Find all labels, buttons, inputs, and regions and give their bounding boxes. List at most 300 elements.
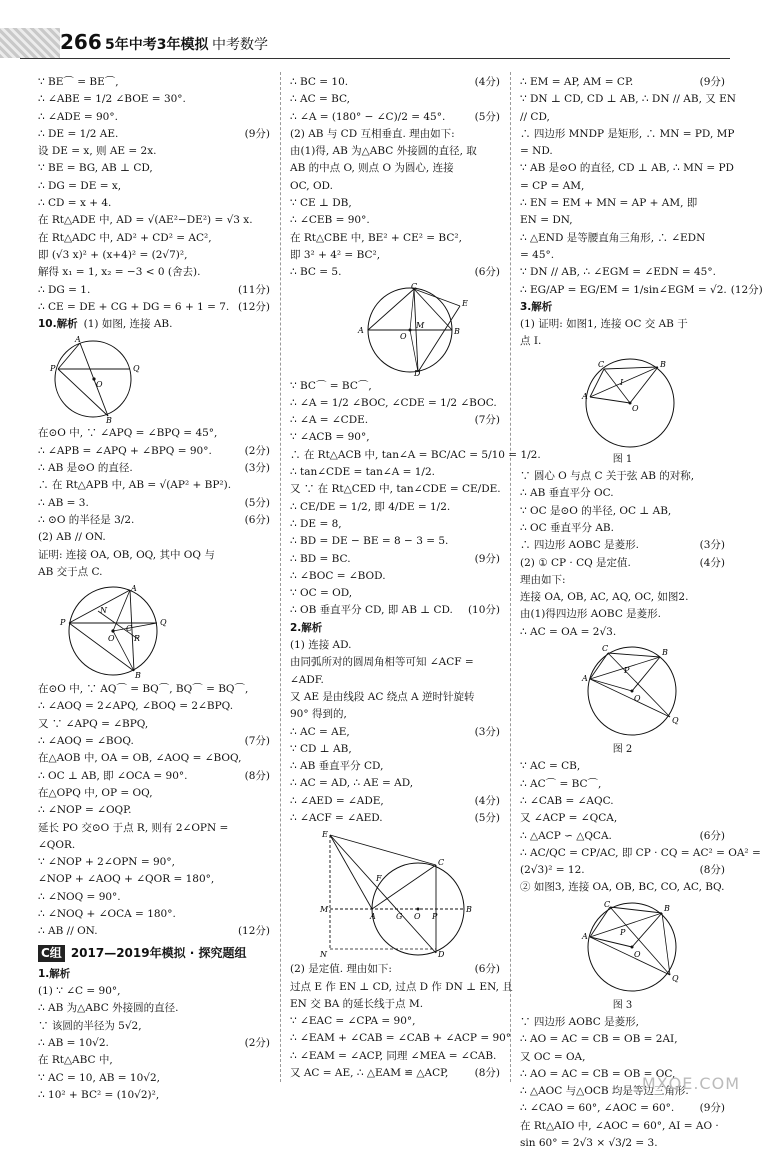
line-text: ∴ ∠EAM = ∠ACP, 同理 ∠MEA = ∠CAB. [290,1049,497,1062]
line-text: ∴ tan∠CDE = tan∠A = 1/2. [290,466,435,479]
line-text: ∠ADF. [290,673,324,686]
line-text: ∴ 10² + BC² = (10√2)², [38,1088,160,1101]
line-text: ∴ AB // ON. [38,925,98,938]
line-text: ∵ CE ⊥ DB, [290,197,352,210]
solution-line [38,923,270,940]
svg-text:B: B [664,903,670,913]
line-text: ∵ 四边形 AOBC 是菱形, [520,1015,639,1028]
score-mark: (9分) [244,127,270,140]
svg-text:C: C [598,359,605,369]
solution-line [38,1070,270,1087]
line-text: OC, OD. [290,179,333,192]
line-text: // CD, [520,110,550,123]
line-text: ∴ ∠A = ∠CDE. [290,414,369,427]
question-1-heading [38,966,270,983]
svg-text:B: B [662,648,668,658]
solution-line [38,247,270,264]
line-text: ∠NOP + ∠AOQ + ∠QOR = 180°, [38,873,215,886]
solution-line [290,464,500,481]
solution-line [38,716,270,733]
solution-block [38,425,270,581]
solution-line [520,212,725,229]
svg-text:O: O [414,912,421,922]
score-mark: (11分) [237,283,270,296]
solution-line [38,195,270,212]
score-mark: (7分) [244,735,270,748]
line-text: ∵ AB 是⊙O 的直径, CD ⊥ AB, ∴ MN = PD [520,162,734,175]
section-heading [38,945,270,962]
line-text: ∴ AB 为△ABC 外接圆的直径. [38,1002,179,1015]
line-text: ∵ AC = 10, AB = 10√2, [38,1071,160,1084]
line-text: ∴ ∠CAB = ∠AQC. [520,794,614,807]
line-text: ∵ 该圆的半径为 5√2, [38,1019,142,1032]
line-text: ∴ 在 Rt△ACB 中, tan∠A = BC/AC = 5/10 = 1/2. [290,448,541,461]
score-mark: (9分) [699,76,725,88]
solution-line [290,178,500,195]
svg-text:O: O [634,949,641,959]
svg-text:E: E [462,298,468,308]
question-label: 1.解析 [38,967,71,980]
question-label: 3.解析 [520,300,553,313]
line-text: ∴ EN = EM + MN = AP + AM, 即 [520,197,698,210]
svg-text:P: P [620,927,626,937]
svg-text:A: A [358,325,364,335]
solution-line [38,837,270,854]
line-text: ∵ OC = OD, [290,587,353,600]
solution-line [290,654,500,671]
line-text: 理由如下: [520,573,566,586]
solution-line [38,91,270,108]
score-mark: (4分) [474,794,500,807]
svg-text:C: C [411,281,418,291]
solution-line [290,775,500,792]
solution-line [520,485,725,502]
line-text: ∴ △ACP ∽ △QCA. [520,829,612,842]
line-text: ∴ 在 Rt△APB 中, AB = √(AP² + BP²). [38,479,232,492]
solution-line [38,460,270,477]
solution-line [290,195,500,212]
solution-line [520,879,725,896]
question-3-heading [520,299,725,316]
line-text: ∴ AB 垂直平分 OC. [520,487,614,500]
solution-line [520,91,736,108]
line-text: 又 AC = AE, ∴ △EAM ≌ △ACP, [290,1067,449,1080]
svg-text:P: P [50,364,56,374]
svg-text:A: A [582,674,588,684]
line-text: EN = DN, [520,214,573,227]
line-text: (2) AB // ON. [38,531,106,544]
solution-line [290,160,500,177]
score-mark: (6分) [474,266,500,279]
line-text: = 45°. [520,248,555,261]
solution-line [38,126,270,143]
solution-line [520,828,725,845]
solution-line [290,143,500,160]
line-text: (2) AB 与 CD 互相垂直. 理由如下: [290,127,455,140]
solution-line [290,758,500,775]
solution-line [38,477,270,494]
watermark: MXQE.COM [641,1074,740,1093]
solution-line [290,533,500,550]
svg-text:A: A [75,335,81,345]
solution-line [290,109,500,126]
solution-line [520,1118,725,1135]
svg-text:C: C [604,899,611,909]
figure-1-rhombus [520,353,725,449]
solution-line [290,395,500,412]
solution-line [290,481,500,498]
line-text: ∴ △END 是等腰直角三角形, ∴ ∠EDN [520,231,706,244]
solution-line [38,529,270,546]
score-mark: (4分) [699,556,725,569]
line-text: ∴ ∠NOQ = 90°. [38,890,121,903]
solution-line [38,512,270,529]
solution-line [38,889,270,906]
line-text: ∴ OB 垂直平分 CD, 即 AB ⊥ CD. [290,604,453,617]
solution-line [290,793,500,810]
solution-line [38,1035,270,1052]
svg-text:O: O [400,331,407,341]
score-mark: (6分) [474,963,500,976]
svg-text:C: C [602,644,609,654]
line-text: ∴ ∠AED = ∠ADE, [290,794,384,807]
svg-text:P: P [624,666,630,676]
question-text: (1) 如图, 连接 AB. [83,318,173,331]
score-mark: (9分) [699,1102,725,1115]
solution-line [38,282,270,299]
solution-line [520,1100,725,1117]
solution-line [290,126,500,143]
header-decoration [0,28,60,58]
line-text: 即 (√3 x)² + (x+4)² = (2√7)², [38,248,188,261]
solution-line [290,1048,500,1065]
line-text: (1) ∵ ∠C = 90°, [38,985,121,998]
svg-text:G: G [396,912,403,922]
solution-line [520,555,725,572]
figure-circle-apb [38,335,268,426]
solution-block [520,468,725,641]
line-text: (2) ① CP · CQ 是定值. [520,556,631,569]
line-text: ∴ ∠ADE = 90°. [38,110,118,123]
solution-line [38,178,270,195]
line-text: (2) 是定值. 理由如下: [290,963,392,976]
line-text: ∴ AC = BC, [290,93,351,106]
figure-3-rhombus [520,899,725,995]
line-text: ∴ EG/AP = EG/EM = 1/sin∠EGM = √2. [520,283,727,296]
line-text: ∴ DE = 8, [290,517,342,530]
score-mark: (3分) [699,539,725,552]
line-text: ∵ ∠ACB = 90°, [290,431,370,444]
solution-line [520,247,725,264]
solution-line [38,109,270,126]
solution-line [520,862,725,879]
svg-text:M: M [320,905,329,915]
solution-line [520,333,725,350]
solution-line [38,143,270,160]
group-title: 2017—2019年模拟 · 探究题组 [70,945,247,960]
line-text: 在⊙O 中, ∵ ∠APQ = ∠BPQ = 45°, [38,427,218,440]
solution-line [290,672,500,689]
question-label: 10.解析 [38,318,78,331]
line-text: ∵ CD ⊥ AB, [290,742,352,755]
score-mark: (6分) [699,829,725,842]
svg-text:N: N [100,606,107,616]
solution-block [290,74,500,282]
line-text: 连接 OA, OB, AC, AQ, OC, 如图2. [520,591,689,604]
line-text: ∴ EM = AP, AM = CP. [520,76,634,88]
svg-text:M: M [416,320,425,330]
score-mark: (5分) [244,496,270,509]
book-title: 5年中考3年模拟 [105,37,209,53]
solution-line [290,212,500,229]
solution-line [290,429,500,446]
score-mark: (2分) [244,444,270,457]
solution-block [38,74,270,316]
solution-line [38,768,270,785]
line-text: ∴ ∠A = (180° − ∠C)/2 = 45°. [290,110,446,123]
line-text: ∵ 圆心 O 与点 C 关于弦 AB 的对称, [520,470,695,483]
line-text: ∴ CE/DE = 1/2, 即 4/DE = 1/2. [290,500,451,513]
solution-line [520,143,725,160]
line-text: ∴ AC = AD, ∴ AE = AD, [290,777,414,790]
line-text: ∴ AO = AC = CB = OB = 2AI, [520,1033,678,1046]
solution-line [520,195,725,212]
svg-text:B: B [106,416,112,426]
line-text: ∵ DN ⊥ CD, CD ⊥ AB, ∴ DN // AB, 又 EN [520,93,736,106]
line-text: ∴ BC = 5. [290,266,342,279]
solution-line [38,299,270,316]
score-mark: (3分) [474,725,500,738]
solution-line [290,74,500,91]
solution-block [38,681,270,940]
solution-line [38,1052,270,1069]
line-text: ∴ AC = AE, [290,725,350,738]
svg-text:P: P [432,912,438,922]
line-text: 又 AE 是由线段 AC 绕点 A 逆时针旋转 [290,690,475,703]
line-text: ∴ ⊙O 的半径是 3/2. [38,513,135,526]
svg-text:N: N [320,950,327,960]
line-text: 延长 PO 交⊙O 于点 R, 则有 2∠OPN = [38,821,229,834]
solution-block [520,316,725,351]
solution-line [290,568,500,585]
solution-line [520,758,725,775]
solution-line [520,282,763,299]
figure-2-rhombus [520,643,725,739]
svg-text:O: O [634,694,641,704]
line-text: 证明: 连接 OA, OB, OQ, 其中 OQ 与 [38,548,215,561]
line-text: ∴ ∠CAO = 60°, ∠AOC = 60°. [520,1102,675,1115]
line-text: 设 DE = x, 则 AE = 2x. [38,145,157,158]
solution-line [520,126,735,143]
line-text: 由(1)得四边形 AOBC 是菱形. [520,608,662,621]
line-text: 由同弧所对的圆周角相等可知 ∠ACF = [290,656,474,669]
solution-line [38,1087,270,1104]
solution-line [520,793,725,810]
solution-line [290,741,500,758]
line-text: ∴ DG = 1. [38,283,91,296]
line-text: ∠QOR. [38,838,76,851]
figure-caption: 图 3 [612,999,633,1011]
line-text: ∴ DG = DE = x, [38,179,122,192]
solution-line [38,1018,270,1035]
line-text: = ND. [520,145,553,158]
line-text: ∴ 四边形 MNDP 是矩形, ∴ MN = PD, MP [520,127,735,140]
svg-text:B: B [454,326,460,336]
line-text: 由(1)得, AB 为△ABC 外接圆的直径, 取 [290,145,477,158]
solution-line [290,724,500,741]
line-text: ∴ ∠ACF = ∠AED. [290,811,383,824]
solution-line [290,979,513,996]
solution-line [290,706,500,723]
score-mark: (4分) [474,76,500,88]
solution-line [38,74,270,91]
group-label: C组 [38,945,65,962]
solution-line [520,520,725,537]
solution-line [38,264,270,281]
solution-line [520,606,725,623]
svg-text:A: A [582,391,588,401]
solution-line [520,572,725,589]
page-number: 266 [60,30,102,54]
solution-line [290,516,500,533]
score-mark: (12分) [237,925,270,938]
solution-block [290,637,500,827]
solution-line [38,212,270,229]
solution-line [38,681,270,698]
solution-line [290,637,500,654]
svg-text:O: O [108,634,115,644]
solution-line [38,983,270,1000]
line-text: 在△OPQ 中, OP = OQ, [38,786,153,799]
solution-line [290,412,500,429]
line-text: ∴ AB 是⊙O 的直径. [38,462,133,475]
line-text: ∴ DE = 1/2 AE. [38,127,119,140]
svg-text:P: P [60,618,66,628]
solution-line [38,854,270,871]
line-text: ∴ AO = AC = CB = OB = OC, [520,1067,676,1080]
figure-circle-cde [290,281,500,378]
solution-line [38,733,270,750]
page-header [0,0,750,58]
line-text: ∵ OC 是⊙O 的半径, OC ⊥ AB, [520,504,672,517]
column-1 [38,74,270,1104]
svg-text:O: O [632,403,639,413]
svg-text:D: D [438,950,445,960]
line-text: 又 OC = OA, [520,1050,586,1063]
line-text: 在 Rt△CBE 中, BE² + CE² = BC², [290,231,462,244]
solution-line [520,160,734,177]
column-3 [520,74,763,1152]
line-text: ∵ BC⌒ = BC⌒, [290,379,372,392]
solution-line [520,537,725,554]
svg-text:Q: Q [672,973,679,983]
solution-line [38,906,270,923]
line-text: 即 3² + 4² = BC², [290,248,381,261]
line-text: ∴ BD = BC. [290,552,351,565]
solution-line [290,961,500,978]
question-2-heading [290,620,500,637]
solution-line [290,996,500,1013]
svg-text:Q: Q [672,716,679,726]
solution-line [38,547,270,564]
solution-line [520,624,725,641]
svg-text:Q: Q [160,618,167,628]
score-mark: (8分) [474,1067,500,1080]
figure-rotation-construction [290,829,500,959]
solution-line [290,689,500,706]
line-text: ∴ ∠EAM + ∠CAB = ∠CAB + ∠ACP = 90° [290,1032,512,1045]
svg-text:F: F [376,874,382,884]
solution-line [290,551,500,568]
solution-line [38,425,270,442]
line-text: ∴ OC ⊥ AB, 即 ∠OCA = 90°. [38,769,188,782]
svg-text:O: O [96,380,103,390]
line-text: 90° 得到的, [290,708,347,721]
book-subject: 中考数学 [212,37,268,53]
line-text: (1) 连接 AD. [290,639,352,652]
score-mark: (6分) [244,513,270,526]
line-text: EN 交 BA 的延长线于点 M. [290,997,424,1010]
line-text: 在 Rt△ADC 中, AD² + CD² = AC², [38,231,212,244]
solution-line [290,91,500,108]
solution-line [520,74,725,91]
svg-text:A: A [370,912,376,922]
line-text: ∴ AC⌒ = BC⌒, [520,777,602,790]
column-divider [510,72,511,1082]
score-mark: (3分) [244,462,270,475]
score-mark: (2分) [244,1037,270,1050]
solution-line [290,264,500,281]
line-text: ∵ BE⌒ = BE⌒, [38,76,119,88]
solution-line [290,247,500,264]
line-text: ∴ ∠APB = ∠APQ + ∠BPQ = 90°. [38,444,212,457]
line-text: ∴ AB = 3. [38,496,89,509]
score-mark: (10分) [467,604,500,617]
svg-text:I: I [620,377,624,387]
line-text: AB 交于点 C. [38,565,103,578]
line-text: ∴ ∠BOC = ∠BOD. [290,569,386,582]
svg-text:A: A [131,584,137,594]
question-label: 2.解析 [290,621,323,634]
solution-line [290,447,541,464]
solution-line [520,589,725,606]
solution-line [290,602,500,619]
solution-line [520,316,725,333]
solution-line [290,1065,500,1082]
line-text: ∴ ∠CEB = 90°. [290,214,370,227]
line-text: ② 如图3, 连接 OA, OB, BC, CO, AC, BQ. [520,881,725,894]
solution-line [290,810,500,827]
score-mark: (9分) [474,552,500,565]
figure-caption: 图 2 [612,744,633,756]
column-divider [280,72,281,1082]
solution-line [38,230,270,247]
solution-line [38,443,270,460]
solution-line [38,160,270,177]
solution-line [38,820,270,837]
solution-line [520,178,725,195]
line-text: 在⊙O 中, ∵ AQ⌒ = BQ⌒, BQ⌒ = BQ⌒, [38,683,249,696]
line-text: 点 I. [520,335,542,348]
svg-text:A: A [582,931,588,941]
score-mark: (5分) [474,110,500,123]
solution-block [520,74,763,299]
solution-block [290,378,541,620]
line-text: 在△AOB 中, OA = OB, ∠AOQ = ∠BOQ, [38,752,242,765]
score-mark: (5分) [474,811,500,824]
line-text: ∴ ∠NOQ + ∠OCA = 180°. [38,907,176,920]
line-text: ∴ ∠ABE = 1/2 ∠BOE = 30°. [38,93,186,106]
